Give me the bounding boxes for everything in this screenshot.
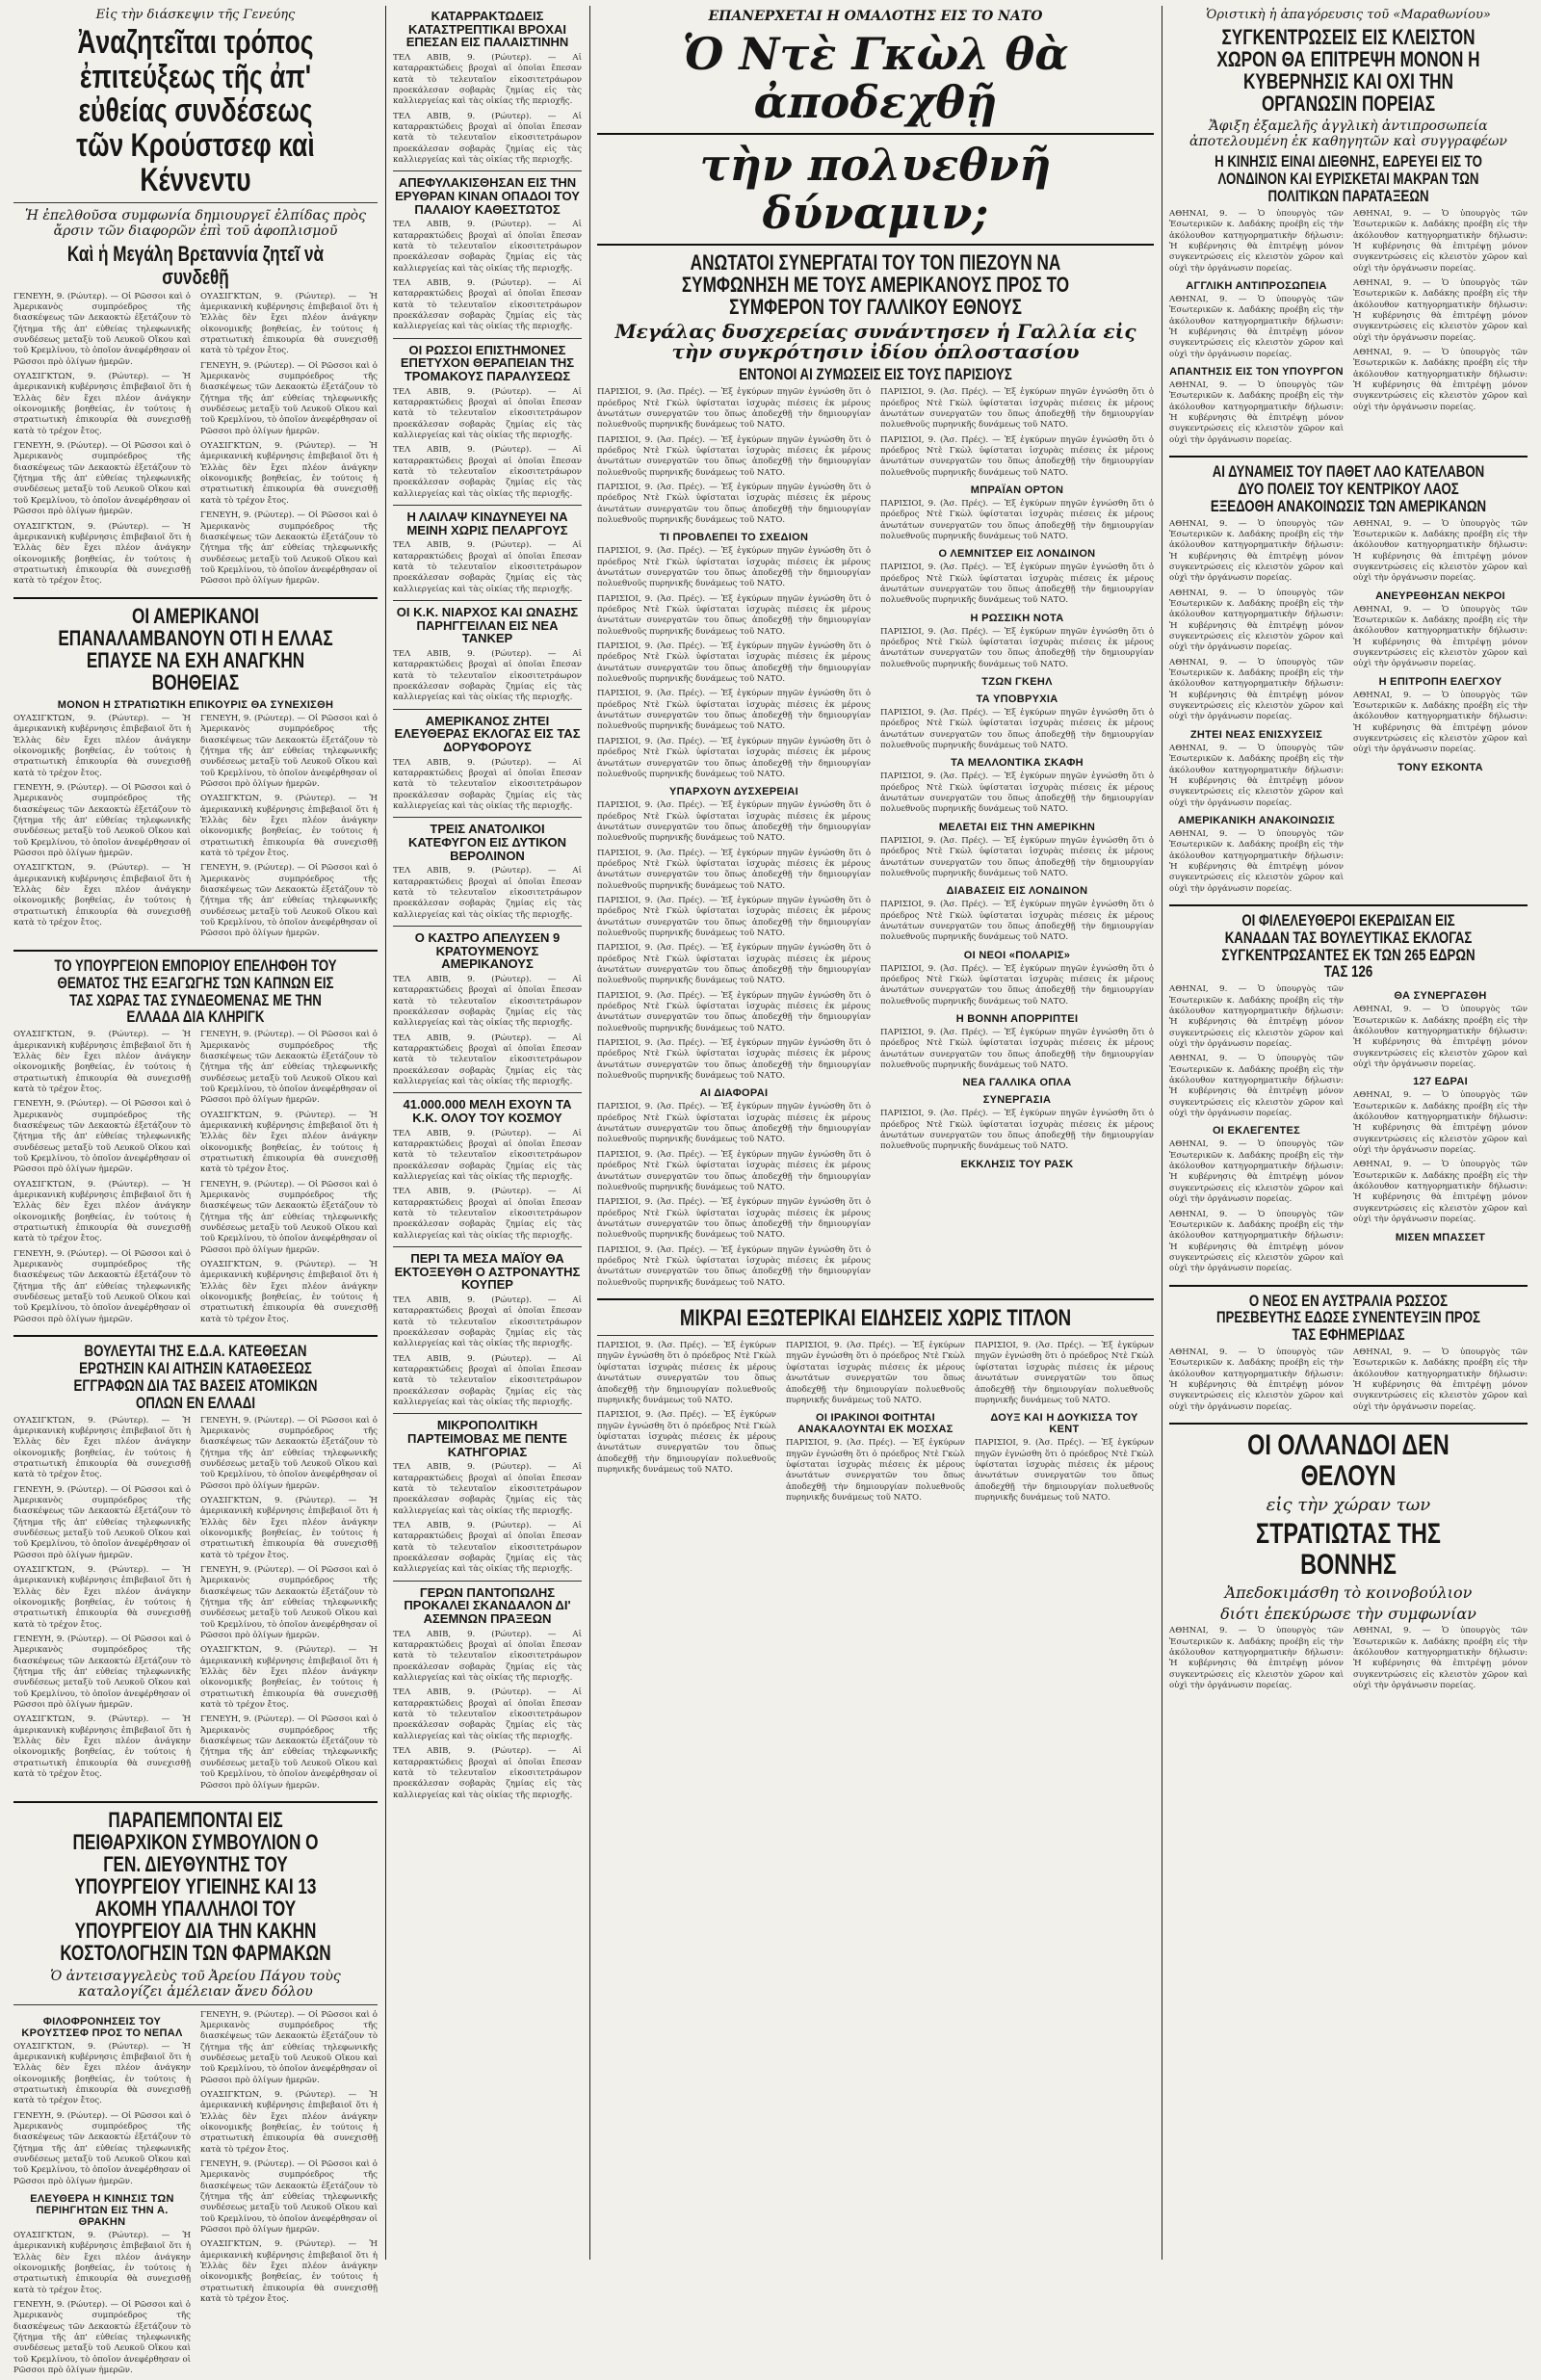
article-text: ΟΥΑΣΙΓΚΤΩΝ, 9. (Ρώυτερ). — Ἡ ἀμερικανικὴ κυβέρνησις ἐπιβεβαιοῖ ὅτι ἡ Ἑλλὰς δὲν ἔχει πλέον ἀνάγκην οἰκονομικῆς βοηθείας, ἐν τούτοις ἡ στρατιωτικὴ ἐπικουρία θὰ συνεχισθῇ κατὰ τὸ τρέχον ἔτος. [13,2230,191,2295]
article-text: ΑΘΗΝΑΙ, 9. — Ὁ ὑπουργὸς τῶν Ἐσωτερικῶν κ. Δαδάκης προέβη εἰς τὴν ἀκόλουθον κατηγορηματικὴν δήλωσιν: Ἡ κυβέρνησις θὰ ἐπιτρέψῃ μόνον συγκεντρώσεις εἰς κλειστὸν χῶρον καὶ οὐχὶ τὴν ὀργάνωσιν πορείας. [1169,657,1344,722]
article-text: ΤΕΛ ΑΒΙΒ, 9. (Ρώυτερ). — Αἱ καταρρακτώδεις βροχαὶ αἱ ὁποῖαι ἔπεσαν κατὰ τὸ τελευταῖον εἰκοσιτετράωρον προεκάλεσαν σοβαρὰς ζημίας εἰς τὰς καλλιεργείας καὶ τὰς οἰκίας τῆς περιοχῆς. [393,1033,582,1087]
section-heading: 127 ΕΔΡΑΙ [1413,1076,1468,1088]
article-text: ΠΑΡΙΣΙΟΙ, 9. (Ἀσ. Πρές). — Ἐξ ἐγκύρων πηγῶν ἐγνώσθη ὅτι ὁ πρόεδρος Ντὲ Γκὼλ ὑφίσταται ἰσχυρὰς πιέσεις ἐκ μέρους ἀνωτάτων συνεργατῶν του ὅπως ἀποδεχθῇ τὴν δημιουργίαν πολυεθνοῦς πυρηνικῆς δυνάμεως τοῦ ΝΑΤΟ. [597,800,871,844]
headline: ΓΕΡΩΝ ΠΑΝΤΟΠΩΛΗΣ ΠΡΟΚΑΛΕΙ ΣΚΑΝΔΑΛΟΝ ΔΙ' ΑΣΕΜΝΩΝ ΠΡΑΞΕΩΝ [404,1584,571,1627]
article-text: ΟΥΑΣΙΓΚΤΩΝ, 9. (Ρώυτερ). — Ἡ ἀμερικανικὴ κυβέρνησις ἐπιβεβαιοῖ ὅτι ἡ Ἑλλὰς δὲν ἔχει πλέον ἀνάγκην οἰκονομικῆς βοηθείας, ἐν τούτοις ἡ στρατιωτικὴ ἐπικουρία θὰ συνεχισθῇ κατὰ τὸ τρέχον ἔτος. [200,291,378,356]
headline: ΦΙΛΟΦΡΟΝΗΣΕΙΣ ΤΟΥ ΚΡΟΥΣΤΣΕΦ ΠΡΟΣ ΤΟ ΝΕΠΑΛ [21,2015,183,2039]
article-text: ΠΑΡΙΣΙΟΙ, 9. (Ἀσ. Πρές). — Ἐξ ἐγκύρων πηγῶν ἐγνώσθη ὅτι ὁ πρόεδρος Ντὲ Γκὼλ ὑφίσταται ἰσχυρὰς πιέσεις ἐκ μέρους ἀνωτάτων συνεργατῶν του ὅπως ἀποδεχθῇ τὴν δημιουργίαν πολυεθνοῦς πυρηνικῆς δυνάμεως τοῦ ΝΑΤΟ. [880,562,1154,606]
article-text: ΤΕΛ ΑΒΙΒ, 9. (Ρώυτερ). — Αἱ καταρρακτώδεις βροχαὶ αἱ ὁποῖαι ἔπεσαν κατὰ τὸ τελευταῖον εἰκοσιτετράωρον προεκάλεσαν σοβαρὰς ζημίας εἰς τὰς καλλιεργείας καὶ τὰς οἰκίας τῆς περιοχῆς. [393,278,582,332]
article-text: ΤΕΛ ΑΒΙΒ, 9. (Ρώυτερ). — Αἱ καταρρακτώδεις βροχαὶ αἱ ὁποῖαι ἔπεσαν κατὰ τὸ τελευταῖον εἰκοσιτετράωρον προεκάλεσαν σοβαρὰς ζημίας εἰς τὰς καλλιεργείας καὶ τὰς οἰκίας τῆς περιοχῆς. [393,445,582,499]
article-text: ΤΕΛ ΑΒΙΒ, 9. (Ρώυτερ). — Αἱ καταρρακτώδεις βροχαὶ αἱ ὁποῖαι ἔπεσαν κατὰ τὸ τελευταῖον εἰκοσιτετράωρον προεκάλεσαν σοβαρὰς ζημίας εἰς τὰς καλλιεργείας καὶ τὰς οἰκίας τῆς περιοχῆς. [393,540,582,594]
headline: ΑΜΕΡΙΚΑΝΟΣ ΖΗΤΕΙ ΕΛΕΥΘΕΡΑΣ ΕΚΛΟΓΑΣ ΕΙΣ ΤΑΣ ΔΟΡΥΦΟΡΟΥΣ [394,713,581,754]
article-text: ΑΘΗΝΑΙ, 9. — Ὁ ὑπουργὸς τῶν Ἐσωτερικῶν κ. Δαδάκης προέβη εἰς τὴν ἀκόλουθον κατηγορηματικὴν δήλωσιν: Ἡ κυβέρνησις θὰ ἐπιτρέψῃ μόνον συγκεντρώσεις εἰς κλειστὸν χῶρον καὶ οὐχὶ τὴν ὀργάνωσιν πορείας. [1169,588,1344,653]
headline: ΟΙ ΦΙΛΕΛΕΥΘΕΡΟΙ ΕΚΕΡΔΙΣΑΝ ΕΙΣ ΚΑΝΑΔΑΝ ΤΑΣ ΒΟΥΛΕΥΤΙΚΑΣ ΕΚΛΟΓΑΣ ΣΥΓΚΕΝΤΡΩΣΑΝΤΕΣ ΕΚ ΤΩΝ 265 ΕΔΡΩΝ ΤΑΣ 126 [1221,910,1476,981]
article-text: ΟΥΑΣΙΓΚΤΩΝ, 9. (Ρώυτερ). — Ἡ ἀμερικανικὴ κυβέρνησις ἐπιβεβαιοῖ ὅτι ἡ Ἑλλὰς δὲν ἔχει πλέον ἀνάγκην οἰκονομικῆς βοηθείας, ἐν τούτοις ἡ στρατιωτικὴ ἐπικουρία θὰ συνεχισθῇ κατὰ τὸ τρέχον ἔτος. [200,2089,378,2155]
article-text: ΤΕΛ ΑΒΙΒ, 9. (Ρώυτερ). — Αἱ καταρρακτώδεις βροχαὶ αἱ ὁποῖαι ἔπεσαν κατὰ τὸ τελευταῖον εἰκοσιτετράωρον προεκάλεσαν σοβαρὰς ζημίας εἰς τὰς καλλιεργείας καὶ τὰς οἰκίας τῆς περιοχῆς. [393,386,582,441]
article-text: ΑΘΗΝΑΙ, 9. — Ὁ ὑπουργὸς τῶν Ἐσωτερικῶν κ. Δαδάκης προέβη εἰς τὴν ἀκόλουθον κατηγορηματικὴν δήλωσιν: Ἡ κυβέρνησις θὰ ἐπιτρέψῃ μόνον συγκεντρώσεις εἰς κλειστὸν χῶρον καὶ οὐχὶ τὴν ὀργάνωσιν πορείας. [1169,828,1344,894]
article-text: ΓΕΝΕΥΗ, 9. (Ρώυτερ). — Οἱ Ρῶσσοι καὶ ὁ Ἀμερικανὸς συμπρόεδρος τῆς διασκέψεως τῶν Δεκαοκτὼ ἐξετάζουν τὸ ζήτημα τῆς ἀπ' εὐθείας τηλεφωνικῆς συνδέσεως μεταξὺ τοῦ Λευκοῦ Οἴκου καὶ τοῦ Κρεμλίνου, τὸ ὁποῖον ἀνεφέρθησαν οἱ Ρῶσσοι πρὸ ὀλίγων ἡμερῶν. [200,1179,378,1255]
article-text: ΠΑΡΙΣΙΟΙ, 9. (Ἀσ. Πρές). — Ἐξ ἐγκύρων πηγῶν ἐγνώσθη ὅτι ὁ πρόεδρος Ντὲ Γκὼλ ὑφίσταται ἰσχυρὰς πιέσεις ἐκ μέρους ἀνωτάτων συνεργατῶν του ὅπως ἀποδεχθῇ τὴν δημιουργίαν πολυεθνοῦς πυρηνικῆς δυνάμεως τοῦ ΝΑΤΟ. [597,1197,871,1241]
article-text: ΠΑΡΙΣΙΟΙ, 9. (Ἀσ. Πρές). — Ἐξ ἐγκύρων πηγῶν ἐγνώσθη ὅτι ὁ πρόεδρος Ντὲ Γκὼλ ὑφίσταται ἰσχυρὰς πιέσεις ἐκ μέρους ἀνωτάτων συνεργατῶν του ὅπως ἀποδεχθῇ τὴν δημιουργίαν πολυεθνοῦς πυρηνικῆς δυνάμεως τοῦ ΝΑΤΟ. [597,1149,871,1192]
article-text: ΤΕΛ ΑΒΙΒ, 9. (Ρώυτερ). — Αἱ καταρρακτώδεις βροχαὶ αἱ ὁποῖαι ἔπεσαν κατὰ τὸ τελευταῖον εἰκοσιτετράωρον προεκάλεσαν σοβαρὰς ζημίας εἰς τὰς καλλιεργείας καὶ τὰς οἰκίας τῆς περιοχῆς. [393,1462,582,1516]
article-text: ΠΑΡΙΣΙΟΙ, 9. (Ἀσ. Πρές). — Ἐξ ἐγκύρων πηγῶν ἐγνώσθη ὅτι ὁ πρόεδρος Ντὲ Γκὼλ ὑφίσταται ἰσχυρὰς πιέσεις ἐκ μέρους ἀνωτάτων συνεργατῶν του ὅπως ἀποδεχθῇ τὴν δημιουργίαν πολυεθνοῦς πυρηνικῆς δυνάμεως τοῦ ΝΑΤΟ. [975,1438,1154,1503]
headline: ΑΙ ΔΥΝΑΜΕΙΣ ΤΟΥ ΠΑΘΕΤ ΛΑΟ ΚΑΤΕΛΑΒΟΝ ΔΥΟ ΠΟΛΕΙΣ ΤΟΥ ΚΕΝΤΡΙΚΟΥ ΛΑΟΣ ΕΞΕΔΟΘΗ ΑΝΑΚΟΙΝΩΣΙΣ ΤΩΝ ΑΜΕΡΙΚΑΝΩΝ [1210,462,1487,515]
article-text: ΠΑΡΙΣΙΟΙ, 9. (Ἀσ. Πρές). — Ἐξ ἐγκύρων πηγῶν ἐγνώσθη ὅτι ὁ πρόεδρος Ντὲ Γκὼλ ὑφίσταται ἰσχυρὰς πιέσεις ἐκ μέρους ἀνωτάτων συνεργατῶν του ὅπως ἀποδεχθῇ τὴν δημιουργίαν πολυεθνοῦς πυρηνικῆς δυνάμεως τοῦ ΝΑΤΟ. [597,1244,871,1288]
section-heading: ΤΖΩΝ ΓΚΕΗΛ [981,676,1053,689]
article-text: ΑΘΗΝΑΙ, 9. — Ὁ ὑπουργὸς τῶν Ἐσωτερικῶν κ. Δαδάκης προέβη εἰς τὴν ἀκόλουθον κατηγορηματικὴν δήλωσιν: Ἡ κυβέρνησις θὰ ἐπιτρέψῃ μόνον συγκεντρώσεις εἰς κλειστὸν χῶρον καὶ οὐχὶ τὴν ὀργάνωσιν πορείας. [1169,294,1344,359]
article-text: ΑΘΗΝΑΙ, 9. — Ὁ ὑπουργὸς τῶν Ἐσωτερικῶν κ. Δαδάκης προέβη εἰς τὴν ἀκόλουθον κατηγορηματικὴν δήλωσιν: Ἡ κυβέρνησις θὰ ἐπιτρέψῃ μόνον συγκεντρώσεις εἰς κλειστὸν χῶρον καὶ οὐχὶ τὴν ὀργάνωσιν πορείας. [1169,1054,1344,1119]
section-heading: ΤΟΝΥ ΕΣΚΟΝΤΑ [1397,761,1483,773]
article-text: ΤΕΛ ΑΒΙΒ, 9. (Ρώυτερ). — Αἱ καταρρακτώδεις βροχαὶ αἱ ὁποῖαι ἔπεσαν κατὰ τὸ τελευταῖον εἰκοσιτετράωρον προεκάλεσαν σοβαρὰς ζημίας εἰς τὰς καλλιεργείας καὶ τὰς οἰκίας τῆς περιοχῆς. [393,757,582,812]
subheadline: ΜΟΝΟΝ Η ΣΤΡΑΤΙΩΤΙΚΗ ΕΠΙΚΟΥΡΙΣ ΘΑ ΣΥΝΕΧΙΣΘΗ [57,698,334,711]
section-heading: ΣΥΝΕΡΓΑΣΙΑ [982,1094,1052,1107]
article-text: ΓΕΝΕΥΗ, 9. (Ρώυτερ). — Οἱ Ρῶσσοι καὶ ὁ Ἀμερικανὸς συμπρόεδρος τῆς διασκέψεως τῶν Δεκαοκτὼ ἐξετάζουν τὸ ζήτημα τῆς ἀπ' εὐθείας τηλεφωνικῆς συνδέσεως μεταξὺ τοῦ Λευκοῦ Οἴκου καὶ τοῦ Κρεμλίνου, τὸ ὁποῖον ἀνεφέρθησαν οἱ Ρῶσσοι πρὸ ὀλίγων ἡμερῶν. [13,2300,191,2376]
article-text: ΟΥΑΣΙΓΚΤΩΝ, 9. (Ρώυτερ). — Ἡ ἀμερικανικὴ κυβέρνησις ἐπιβεβαιοῖ ὅτι ἡ Ἑλλὰς δὲν ἔχει πλέον ἀνάγκην οἰκονομικῆς βοηθείας, ἐν τούτοις ἡ στρατιωτικὴ ἐπικουρία θὰ συνεχισθῇ κατὰ τὸ τρέχον ἔτος. [200,1110,378,1175]
article-text: ΓΕΝΕΥΗ, 9. (Ρώυτερ). — Οἱ Ρῶσσοι καὶ ὁ Ἀμερικανὸς συμπρόεδρος τῆς διασκέψεως τῶν Δεκαοκτὼ ἐξετάζουν τὸ ζήτημα τῆς ἀπ' εὐθείας τηλεφωνικῆς συνδέσεως μεταξὺ τοῦ Λευκοῦ Οἴκου καὶ τοῦ Κρεμλίνου, τὸ ὁποῖον ἀνεφέρθησαν οἱ Ρῶσσοι πρὸ ὀλίγων ἡμερῶν. [13,783,191,859]
article-text: ΑΘΗΝΑΙ, 9. — Ὁ ὑπουργὸς τῶν Ἐσωτερικῶν κ. Δαδάκης προέβη εἰς τὴν ἀκόλουθον κατηγορηματικὴν δήλωσιν: Ἡ κυβέρνησις θὰ ἐπιτρέψῃ μόνον συγκεντρώσεις εἰς κλειστὸν χῶρον καὶ οὐχὶ τὴν ὀργάνωσιν πορείας. [1169,1626,1344,1690]
article-text: ΤΕΛ ΑΒΙΒ, 9. (Ρώυτερ). — Αἱ καταρρακτώδεις βροχαὶ αἱ ὁποῖαι ἔπεσαν κατὰ τὸ τελευταῖον εἰκοσιτετράωρον προεκάλεσαν σοβαρὰς ζημίας εἰς τὰς καλλιεργείας καὶ τὰς οἰκίας τῆς περιοχῆς. [393,1128,582,1183]
article-text: ΑΘΗΝΑΙ, 9. — Ὁ ὑπουργὸς τῶν Ἐσωτερικῶν κ. Δαδάκης προέβη εἰς τὴν ἀκόλουθον κατηγορηματικὴν δήλωσιν: Ἡ κυβέρνησις θὰ ἐπιτρέψῃ μόνον συγκεντρώσεις εἰς κλειστὸν χῶρον καὶ οὐχὶ τὴν ὀργάνωσιν πορείας. [1169,208,1344,274]
column-2 [393,6,582,2260]
article-text: ΠΑΡΙΣΙΟΙ, 9. (Ἀσ. Πρές). — Ἐξ ἐγκύρων πηγῶν ἐγνώσθη ὅτι ὁ πρόεδρος Ντὲ Γκὼλ ὑφίσταται ἰσχυρὰς πιέσεις ἐκ μέρους ἀνωτάτων συνεργατῶν του ὅπως ἀποδεχθῇ τὴν δημιουργίαν πολυεθνοῦς πυρηνικῆς δυνάμεως τοῦ ΝΑΤΟ. [880,1109,1154,1152]
column-1 [13,6,378,2376]
section-heading: ΜΙΣΕΝ ΜΠΑΣΣΕΤ [1395,1231,1486,1243]
article-text: ΓΕΝΕΥΗ, 9. (Ρώυτερ). — Οἱ Ρῶσσοι καὶ ὁ Ἀμερικανὸς συμπρόεδρος τῆς διασκέψεως τῶν Δεκαοκτὼ ἐξετάζουν τὸ ζήτημα τῆς ἀπ' εὐθείας τηλεφωνικῆς συνδέσεως μεταξὺ τοῦ Λευκοῦ Οἴκου καὶ τοῦ Κρεμλίνου, τὸ ὁποῖον ἀνεφέρθησαν οἱ Ρῶσσοι πρὸ ὀλίγων ἡμερῶν. [13,1484,191,1560]
article-text: ΓΕΝΕΥΗ, 9. (Ρώυτερ). — Οἱ Ρῶσσοι καὶ ὁ Ἀμερικανὸς συμπρόεδρος τῆς διασκέψεως τῶν Δεκαοκτὼ ἐξετάζουν τὸ ζήτημα τῆς ἀπ' εὐθείας τηλεφωνικῆς συνδέσεως μεταξὺ τοῦ Λευκοῦ Οἴκου καὶ τοῦ Κρεμλίνου, τὸ ὁποῖον ἀνεφέρθησαν οἱ Ρῶσσοι πρὸ ὀλίγων ἡμερῶν. [200,863,378,939]
article-text: ΑΘΗΝΑΙ, 9. — Ὁ ὑπουργὸς τῶν Ἐσωτερικῶν κ. Δαδάκης προέβη εἰς τὴν ἀκόλουθον κατηγορηματικὴν δήλωσιν: Ἡ κυβέρνησις θὰ ἐπιτρέψῃ μόνον συγκεντρώσεις εἰς κλειστὸν χῶρον καὶ οὐχὶ τὴν ὀργάνωσιν πορείας. [1353,1626,1528,1690]
section-heading: ΘΑ ΣΥΝΕΡΓΑΣΘΗ [1394,990,1487,1003]
headline: ΒΟΥΛΕΥΤΑΙ ΤΗΣ Ε.Δ.Α. ΚΑΤΕΘΕΣΑΝ ΕΡΩΤΗΣΙΝ ΚΑΙ ΑΙΤΗΣΙΝ ΚΑΤΑΘΕΣΕΩΣ ΕΓΓΡΑΦΩΝ ΔΙΑ ΤΑΣ ΒΑΣΕΙΣ ΑΤΟΜΙΚΩΝ ΟΠΛΩΝ ΕΝ ΕΛΛΑΔΙ [73,1342,318,1412]
headline: ΕΝΤΟΝΟΙ ΑΙ ΖΥΜΩΣΕΙΣ ΕΙΣ ΤΟΥΣ ΠΑΡΙΣΙΟΥΣ [739,365,1012,384]
article-text: ΓΕΝΕΥΗ, 9. (Ρώυτερ). — Οἱ Ρῶσσοι καὶ ὁ Ἀμερικανὸς συμπρόεδρος τῆς διασκέψεως τῶν Δεκαοκτὼ ἐξετάζουν τὸ ζήτημα τῆς ἀπ' εὐθείας τηλεφωνικῆς συνδέσεως μεταξὺ τοῦ Λευκοῦ Οἴκου καὶ τοῦ Κρεμλίνου, τὸ ὁποῖον ἀνεφέρθησαν οἱ Ρῶσσοι πρὸ ὀλίγων ἡμερῶν. [200,510,378,587]
section-heading: ΜΕΛΕΤΑΙ ΕΙΣ ΤΗΝ ΑΜΕΡΙΚΗΝ [938,821,1096,833]
article-text: ΓΕΝΕΥΗ, 9. (Ρώυτερ). — Οἱ Ρῶσσοι καὶ ὁ Ἀμερικανὸς συμπρόεδρος τῆς διασκέψεως τῶν Δεκαοκτὼ ἐξετάζουν τὸ ζήτημα τῆς ἀπ' εὐθείας τηλεφωνικῆς συνδέσεως μεταξὺ τοῦ Λευκοῦ Οἴκου καὶ τοῦ Κρεμλίνου, τὸ ὁποῖον ἀνεφέρθησαν οἱ Ρῶσσοι πρὸ ὀλίγων ἡμερῶν. [13,1099,191,1175]
article-text: ΑΘΗΝΑΙ, 9. — Ὁ ὑπουργὸς τῶν Ἐσωτερικῶν κ. Δαδάκης προέβη εἰς τὴν ἀκόλουθον κατηγορηματικὴν δήλωσιν: Ἡ κυβέρνησις θὰ ἐπιτρέψῃ μόνον συγκεντρώσεις εἰς κλειστὸν χῶρον καὶ οὐχὶ τὴν ὀργάνωσιν πορείας. [1353,1160,1528,1225]
subheadline: διότι ἐπεκύρωσε τὴν συμφωνίαν [1220,1605,1476,1624]
headline: ΠΕΡΙ ΤΑ ΜΕΣΑ ΜΑΪΟΥ ΘΑ ΕΚΤΟΞΕΥΘΗ Ο ΑΣΤΡΟΝΑΥΤΗΣ ΚΟΥΠΕΡ [394,1251,581,1293]
article-text: ΠΑΡΙΣΙΟΙ, 9. (Ἀσ. Πρές). — Ἐξ ἐγκύρων πηγῶν ἐγνώσθη ὅτι ὁ πρόεδρος Ντὲ Γκὼλ ὑφίσταται ἰσχυρὰς πιέσεις ἐκ μέρους ἀνωτάτων συνεργατῶν του ὅπως ἀποδεχθῇ τὴν δημιουργίαν πολυεθνοῦς πυρηνικῆς δυνάμεως τοῦ ΝΑΤΟ. [880,387,1154,431]
headline: ΜΙΚΡΑΙ ΕΞΩΤΕΡΙΚΑΙ ΕΙΔΗΣΕΙΣ ΧΩΡΙΣ ΤΙΤΛΟΝ [679,1304,1072,1331]
section-heading: ΤΑ ΥΠΟΒΡΥΧΙΑ [976,693,1058,706]
headline: Ο ΝΕΟΣ ΕΝ ΑΥΣΤΡΑΛΙΑ ΡΩΣΣΟΣ ΠΡΕΣΒΕΥΤΗΣ ΕΔΩΣΕ ΣΥΝΕΝΤΕΥΞΙΝ ΠΡΟΣ ΤΑΣ ΕΦΗΜΕΡΙΔΑΣ [1215,1291,1481,1345]
article-text: ΠΑΡΙΣΙΟΙ, 9. (Ἀσ. Πρές). — Ἐξ ἐγκύρων πηγῶν ἐγνώσθη ὅτι ὁ πρόεδρος Ντὲ Γκὼλ ὑφίσταται ἰσχυρὰς πιέσεις ἐκ μέρους ἀνωτάτων συνεργατῶν του ὅπως ἀποδεχθῇ τὴν δημιουργίαν πολυεθνοῦς πυρηνικῆς δυνάμεως τοῦ ΝΑΤΟ. [597,387,871,431]
newspaper-page [13,6,1528,2376]
article-text: ΓΕΝΕΥΗ, 9. (Ρώυτερ). — Οἱ Ρῶσσοι καὶ ὁ Ἀμερικανὸς συμπρόεδρος τῆς διασκέψεως τῶν Δεκαοκτὼ ἐξετάζουν τὸ ζήτημα τῆς ἀπ' εὐθείας τηλεφωνικῆς συνδέσεως μεταξὺ τοῦ Λευκοῦ Οἴκου καὶ τοῦ Κρεμλίνου, τὸ ὁποῖον ἀνεφέρθησαν οἱ Ρῶσσοι πρὸ ὀλίγων ἡμερῶν. [200,1564,378,1641]
headline: ΜΙΚΡΟΠΟΛΙΤΙΚΗ ΠΑΡΤΕΙΜΟΒΑΣ ΜΕ ΠΕΝΤΕ ΚΑΤΗΓΟΡΙΑΣ [407,1418,567,1459]
article-text: ΟΥΑΣΙΓΚΤΩΝ, 9. (Ρώυτερ). — Ἡ ἀμερικανικὴ κυβέρνησις ἐπιβεβαιοῖ ὅτι ἡ Ἑλλὰς δὲν ἔχει πλέον ἀνάγκην οἰκονομικῆς βοηθείας, ἐν τούτοις ἡ στρατιωτικὴ ἐπικουρία θὰ συνεχισθῇ κατὰ τὸ τρέχον ἔτος. [200,2239,378,2305]
section-heading: Η ΡΩΣΣΙΚΗ ΝΟΤΑ [970,612,1064,624]
article-text: ΓΕΝΕΥΗ, 9. (Ρώυτερ). — Οἱ Ρῶσσοι καὶ ὁ Ἀμερικανὸς συμπρόεδρος τῆς διασκέψεως τῶν Δεκαοκτὼ ἐξετάζουν τὸ ζήτημα τῆς ἀπ' εὐθείας τηλεφωνικῆς συνδέσεως μεταξὺ τοῦ Λευκοῦ Οἴκου καὶ τοῦ Κρεμλίνου, τὸ ὁποῖον ἀνεφέρθησαν οἱ Ρῶσσοι πρὸ ὀλίγων ἡμερῶν. [13,291,191,367]
article-text: ΠΑΡΙΣΙΟΙ, 9. (Ἀσ. Πρές). — Ἐξ ἐγκύρων πηγῶν ἐγνώσθη ὅτι ὁ πρόεδρος Ντὲ Γκὼλ ὑφίσταται ἰσχυρὰς πιέσεις ἐκ μέρους ἀνωτάτων συνεργατῶν του ὅπως ἀποδεχθῇ τὴν δημιουργίαν πολυεθνοῦς πυρηνικῆς δυνάμεως τοῦ ΝΑΤΟ. [880,1027,1154,1070]
article-text: ΤΕΛ ΑΒΙΒ, 9. (Ρώυτερ). — Αἱ καταρρακτώδεις βροχαὶ αἱ ὁποῖαι ἔπεσαν κατὰ τὸ τελευταῖον εἰκοσιτετράωρον προεκάλεσαν σοβαρὰς ζημίας εἰς τὰς καλλιεργείας καὶ τὰς οἰκίας τῆς περιοχῆς. [393,1521,582,1575]
article-text: ΟΥΑΣΙΓΚΤΩΝ, 9. (Ρώυτερ). — Ἡ ἀμερικανικὴ κυβέρνησις ἐπιβεβαιοῖ ὅτι ἡ Ἑλλὰς δὲν ἔχει πλέον ἀνάγκην οἰκονομικῆς βοηθείας, ἐν τούτοις ἡ στρατιωτικὴ ἐπικουρία θὰ συνεχισθῇ κατὰ τὸ τρέχον ἔτος. [200,1495,378,1560]
article-text: ΟΥΑΣΙΓΚΤΩΝ, 9. (Ρώυτερ). — Ἡ ἀμερικανικὴ κυβέρνησις ἐπιβεβαιοῖ ὅτι ἡ Ἑλλὰς δὲν ἔχει πλέον ἀνάγκην οἰκονομικῆς βοηθείας, ἐν τούτοις ἡ στρατιωτικὴ ἐπικουρία θὰ συνεχισθῇ κατὰ τὸ τρέχον ἔτος. [200,1260,378,1324]
section-heading: ΕΚΚΛΗΣΙΣ ΤΟΥ ΡΑΣΚ [960,1158,1074,1170]
headline: Ο ΚΑΣΤΡΟ ΑΠΕΛΥΣΕΝ 9 ΚΡΑΤΟΥΜΕΝΟΥΣ ΑΜΕΡΙΚΑΝΟΥΣ [414,930,561,972]
article-text: ΑΘΗΝΑΙ, 9. — Ὁ ὑπουργὸς τῶν Ἐσωτερικῶν κ. Δαδάκης προέβη εἰς τὴν ἀκόλουθον κατηγορηματικὴν δήλωσιν: Ἡ κυβέρνησις θὰ ἐπιτρέψῃ μόνον συγκεντρώσεις εἰς κλειστὸν χῶρον καὶ οὐχὶ τὴν ὀργάνωσιν πορείας. [1169,1139,1344,1205]
headline: ΟΙ ΟΛΛΑΝΔΟΙ ΔΕΝ ΘΕΛΟΥΝ [1247,1429,1450,1492]
article-text: ΑΘΗΝΑΙ, 9. — Ὁ ὑπουργὸς τῶν Ἐσωτερικῶν κ. Δαδάκης προέβη εἰς τὴν ἀκόλουθον κατηγορηματικὴν δήλωσιν: Ἡ κυβέρνησις θὰ ἐπιτρέψῃ μόνον συγκεντρώσεις εἰς κλειστὸν χῶρον καὶ οὐχὶ τὴν ὀργάνωσιν πορείας. [1353,1347,1528,1412]
section-heading: ΑΙ ΔΙΑΦΟΡΑΙ [699,1087,769,1100]
article-text: ΤΕΛ ΑΒΙΒ, 9. (Ρώυτερ). — Αἱ καταρρακτώδεις βροχαὶ αἱ ὁποῖαι ἔπεσαν κατὰ τὸ τελευταῖον εἰκοσιτετράωρον προεκάλεσαν σοβαρὰς ζημίας εἰς τὰς καλλιεργείας καὶ τὰς οἰκίας τῆς περιοχῆς. [393,1295,582,1349]
article-text: ΑΘΗΝΑΙ, 9. — Ὁ ὑπουργὸς τῶν Ἐσωτερικῶν κ. Δαδάκης προέβη εἰς τὴν ἀκόλουθον κατηγορηματικὴν δήλωσιν: Ἡ κυβέρνησις θὰ ἐπιτρέψῃ μόνον συγκεντρώσεις εἰς κλειστὸν χῶρον καὶ οὐχὶ τὴν ὀργάνωσιν πορείας. [1353,277,1528,343]
article-text: ΠΑΡΙΣΙΟΙ, 9. (Ἀσ. Πρές). — Ἐξ ἐγκύρων πηγῶν ἐγνώσθη ὅτι ὁ πρόεδρος Ντὲ Γκὼλ ὑφίσταται ἰσχυρὰς πιέσεις ἐκ μέρους ἀνωτάτων συνεργατῶν του ὅπως ἀποδεχθῇ τὴν δημιουργίαν πολυεθνοῦς πυρηνικῆς δυνάμεως τοῦ ΝΑΤΟ. [597,1410,776,1475]
article-text: ΤΕΛ ΑΒΙΒ, 9. (Ρώυτερ). — Αἱ καταρρακτώδεις βροχαὶ αἱ ὁποῖαι ἔπεσαν κατὰ τὸ τελευταῖον εἰκοσιτετράωρον προεκάλεσαν σοβαρὰς ζημίας εἰς τὰς καλλιεργείας καὶ τὰς οἰκίας τῆς περιοχῆς. [393,1187,582,1241]
article-text: ΑΘΗΝΑΙ, 9. — Ὁ ὑπουργὸς τῶν Ἐσωτερικῶν κ. Δαδάκης προέβη εἰς τὴν ἀκόλουθον κατηγορηματικὴν δήλωσιν: Ἡ κυβέρνησις θὰ ἐπιτρέψῃ μόνον συγκεντρώσεις εἰς κλειστὸν χῶρον καὶ οὐχὶ τὴν ὀργάνωσιν πορείας. [1169,518,1344,584]
article-text: ΠΑΡΙΣΙΟΙ, 9. (Ἀσ. Πρές). — Ἐξ ἐγκύρων πηγῶν ἐγνώσθη ὅτι ὁ πρόεδρος Ντὲ Γκὼλ ὑφίσταται ἰσχυρὰς πιέσεις ἐκ μέρους ἀνωτάτων συνεργατῶν του ὅπως ἀποδεχθῇ τὴν δημιουργίαν πολυεθνοῦς πυρηνικῆς δυνάμεως τοῦ ΝΑΤΟ. [880,835,1154,878]
headline: Η ΚΙΝΗΣΙΣ ΕΙΝΑΙ ΔΙΕΘΝΗΣ, ΕΔΡΕΥΕΙ ΕΙΣ ΤΟ ΛΟΝΔΙΝΟΝ ΚΑΙ ΕΥΡΙΣΚΕΤΑΙ ΜΑΚΡΑΝ ΤΩΝ ΠΟΛΙΤΙΚΩΝ ΠΑΡΑΤΑΞΕΩΝ [1215,152,1482,206]
article-text: ΑΘΗΝΑΙ, 9. — Ὁ ὑπουργὸς τῶν Ἐσωτερικῶν κ. Δαδάκης προέβη εἰς τὴν ἀκόλουθον κατηγορηματικὴν δήλωσιν: Ἡ κυβέρνησις θὰ ἐπιτρέψῃ μόνον συγκεντρώσεις εἰς κλειστὸν χῶρον καὶ οὐχὶ τὴν ὀργάνωσιν πορείας. [1353,208,1528,274]
headline: ΟΙ Κ.Κ. ΝΙΑΡΧΟΣ ΚΑΙ ΩΝΑΣΗΣ ΠΑΡΗΓΓΕΙΛΑΝ ΕΙΣ ΝΕΑ ΤΑΝΚΕΡ [396,605,579,646]
article-text: ΟΥΑΣΙΓΚΤΩΝ, 9. (Ρώυτερ). — Ἡ ἀμερικανικὴ κυβέρνησις ἐπιβεβαιοῖ ὅτι ἡ Ἑλλὰς δὲν ἔχει πλέον ἀνάγκην οἰκονομικῆς βοηθείας, ἐν τούτοις ἡ στρατιωτικὴ ἐπικουρία θὰ συνεχισθῇ κατὰ τὸ τρέχον ἔτος. [13,521,191,587]
article-text: ΠΑΡΙΣΙΟΙ, 9. (Ἀσ. Πρές). — Ἐξ ἐγκύρων πηγῶν ἐγνώσθη ὅτι ὁ πρόεδρος Ντὲ Γκὼλ ὑφίσταται ἰσχυρὰς πιέσεις ἐκ μέρους ἀνωτάτων συνεργατῶν του ὅπως ἀποδεχθῇ τὴν δημιουργίαν πολυεθνοῦς πυρηνικῆς δυνάμεως τοῦ ΝΑΤΟ. [880,626,1154,669]
article-text: ΟΥΑΣΙΓΚΤΩΝ, 9. (Ρώυτερ). — Ἡ ἀμερικανικὴ κυβέρνησις ἐπιβεβαιοῖ ὅτι ἡ Ἑλλὰς δὲν ἔχει πλέον ἀνάγκην οἰκονομικῆς βοηθείας, ἐν τούτοις ἡ στρατιωτικὴ ἐπικουρία θὰ συνεχισθῇ κατὰ τὸ τρέχον ἔτος. [13,1179,191,1244]
article-text: ΟΥΑΣΙΓΚΤΩΝ, 9. (Ρώυτερ). — Ἡ ἀμερικανικὴ κυβέρνησις ἐπιβεβαιοῖ ὅτι ἡ Ἑλλὰς δὲν ἔχει πλέον ἀνάγκην οἰκονομικῆς βοηθείας, ἐν τούτοις ἡ στρατιωτικὴ ἐπικουρία θὰ συνεχισθῇ κατὰ τὸ τρέχον ἔτος. [13,372,191,436]
section-heading: ΔΟΥΞ ΚΑΙ Η ΔΟΥΚΙΣΣΑ ΤΟΥ ΚΕΝΤ [990,1412,1138,1436]
section-heading: ΟΙ ΝΕΟΙ «ΠΟΛΑΡΙΣ» [963,949,1071,961]
article-text: ΤΕΛ ΑΒΙΒ, 9. (Ρώυτερ). — Αἱ καταρρακτώδεις βροχαὶ αἱ ὁποῖαι ἔπεσαν κατὰ τὸ τελευταῖον εἰκοσιτετράωρον προεκάλεσαν σοβαρὰς ζημίας εἰς τὰς καλλιεργείας καὶ τὰς οἰκίας τῆς περιοχῆς. [393,1746,582,1800]
section-heading: ΑΠΑΝΤΗΣΙΣ ΕΙΣ ΤΟΝ ΥΠΟΥΡΓΟΝ [1169,366,1344,379]
article-text: ΑΘΗΝΑΙ, 9. — Ὁ ὑπουργὸς τῶν Ἐσωτερικῶν κ. Δαδάκης προέβη εἰς τὴν ἀκόλουθον κατηγορηματικὴν δήλωσιν: Ἡ κυβέρνησις θὰ ἐπιτρέψῃ μόνον συγκεντρώσεις εἰς κλειστὸν χῶρον καὶ οὐχὶ τὴν ὀργάνωσιν πορείας. [1353,1090,1528,1156]
article-text: ΓΕΝΕΥΗ, 9. (Ρώυτερ). — Οἱ Ρῶσσοι καὶ ὁ Ἀμερικανὸς συμπρόεδρος τῆς διασκέψεως τῶν Δεκαοκτὼ ἐξετάζουν τὸ ζήτημα τῆς ἀπ' εὐθείας τηλεφωνικῆς συνδέσεως μεταξὺ τοῦ Λευκοῦ Οἴκου καὶ τοῦ Κρεμλίνου, τὸ ὁποῖον ἀνεφέρθησαν οἱ Ρῶσσοι πρὸ ὀλίγων ἡμερῶν. [13,441,191,517]
article-text: ΤΕΛ ΑΒΙΒ, 9. (Ρώυτερ). — Αἱ καταρρακτώδεις βροχαὶ αἱ ὁποῖαι ἔπεσαν κατὰ τὸ τελευταῖον εἰκοσιτετράωρον προεκάλεσαν σοβαρὰς ζημίας εἰς τὰς καλλιεργείας καὶ τὰς οἰκίας τῆς περιοχῆς. [393,649,582,703]
article-text: ΤΕΛ ΑΒΙΒ, 9. (Ρώυτερ). — Αἱ καταρρακτώδεις βροχαὶ αἱ ὁποῖαι ἔπεσαν κατὰ τὸ τελευταῖον εἰκοσιτετράωρον προεκάλεσαν σοβαρὰς ζημίας εἰς τὰς καλλιεργείας καὶ τὰς οἰκίας τῆς περιοχῆς. [393,1687,582,1741]
article-text: ΟΥΑΣΙΓΚΤΩΝ, 9. (Ρώυτερ). — Ἡ ἀμερικανικὴ κυβέρνησις ἐπιβεβαιοῖ ὅτι ἡ Ἑλλὰς δὲν ἔχει πλέον ἀνάγκην οἰκονομικῆς βοηθείας, ἐν τούτοις ἡ στρατιωτικὴ ἐπικουρία θὰ συνεχισθῇ κατὰ τὸ τρέχον ἔτος. [200,441,378,506]
section-heading: ΟΙ ΙΡΑΚΙΝΟΙ ΦΟΙΤΗΤΑΙ ΑΝΑΚΑΛΟΥΝΤΑΙ ΕΚ ΜΟΣΧΑΣ [797,1412,953,1436]
main-title-2: τὴν πολυεθνῆ δύναμιν; [699,138,1052,240]
article-text: ΑΘΗΝΑΙ, 9. — Ὁ ὑπουργὸς τῶν Ἐσωτερικῶν κ. Δαδάκης προέβη εἰς τὴν ἀκόλουθον κατηγορηματικὴν δήλωσιν: Ἡ κυβέρνησις θὰ ἐπιτρέψῃ μόνον συγκεντρώσεις εἰς κλειστὸν χῶρον καὶ οὐχὶ τὴν ὀργάνωσιν πορείας. [1169,1209,1344,1274]
headline: ΑΝΩΤΑΤΟΙ ΣΥΝΕΡΓΑΤΑΙ ΤΟΥ ΤΟΝ ΠΙΕΖΟΥΝ ΝΑ ΣΥΜΦΩΝΗΣΗ ΜΕ ΤΟΥΣ ΑΜΕΡΙΚΑΝΟΥΣ ΠΡΟΣ ΤΟ ΣΥΜΦΕΡΟΝ ΤΟΥ ΓΑΛΛΙΚΟΥ ΕΘΝΟΥΣ [681,250,1070,320]
article-text: ΠΑΡΙΣΙΟΙ, 9. (Ἀσ. Πρές). — Ἐξ ἐγκύρων πηγῶν ἐγνώσθη ὅτι ὁ πρόεδρος Ντὲ Γκὼλ ὑφίσταται ἰσχυρὰς πιέσεις ἐκ μέρους ἀνωτάτων συνεργατῶν του ὅπως ἀποδεχθῇ τὴν δημιουργίαν πολυεθνοῦς πυρηνικῆς δυνάμεως τοῦ ΝΑΤΟ. [597,689,871,732]
article-text: ΟΥΑΣΙΓΚΤΩΝ, 9. (Ρώυτερ). — Ἡ ἀμερικανικὴ κυβέρνησις ἐπιβεβαιοῖ ὅτι ἡ Ἑλλὰς δὲν ἔχει πλέον ἀνάγκην οἰκονομικῆς βοηθείας, ἐν τούτοις ἡ στρατιωτικὴ ἐπικουρία θὰ συνεχισθῇ κατὰ τὸ τρέχον ἔτος. [13,2041,191,2106]
kicker: Ὁριστικὴ ἡ ἀπαγόρευσις τοῦ «Μαραθωνίου» [1206,8,1491,22]
article-text: ΠΑΡΙΣΙΟΙ, 9. (Ἀσ. Πρές). — Ἐξ ἐγκύρων πηγῶν ἐγνώσθη ὅτι ὁ πρόεδρος Ντὲ Γκὼλ ὑφίσταται ἰσχυρὰς πιέσεις ἐκ μέρους ἀνωτάτων συνεργατῶν του ὅπως ἀποδεχθῇ τὴν δημιουργίαν πολυεθνοῦς πυρηνικῆς δυνάμεως τοῦ ΝΑΤΟ. [880,900,1154,943]
article-text: ΠΑΡΙΣΙΟΙ, 9. (Ἀσ. Πρές). — Ἐξ ἐγκύρων πηγῶν ἐγνώσθη ὅτι ὁ πρόεδρος Ντὲ Γκὼλ ὑφίσταται ἰσχυρὰς πιέσεις ἐκ μέρους ἀνωτάτων συνεργατῶν του ὅπως ἀποδεχθῇ τὴν δημιουργίαν πολυεθνοῦς πυρηνικῆς δυνάμεως τοῦ ΝΑΤΟ. [597,641,871,685]
article-text: ΑΘΗΝΑΙ, 9. — Ὁ ὑπουργὸς τῶν Ἐσωτερικῶν κ. Δαδάκης προέβη εἰς τὴν ἀκόλουθον κατηγορηματικὴν δήλωσιν: Ἡ κυβέρνησις θὰ ἐπιτρέψῃ μόνον συγκεντρώσεις εἰς κλειστὸν χῶρον καὶ οὐχὶ τὴν ὀργάνωσιν πορείας. [1353,690,1528,755]
section-heading: Ο ΛΕΜΝΙΤΣΕΡ ΕΙΣ ΛΟΝΔΙΝΟΝ [938,548,1096,561]
headline: ΟΙ ΡΩΣΣΟΙ ΕΠΙΣΤΗΜΟΝΕΣ ΕΠΕΤΥΧΟΝ ΘΕΡΑΠΕΙΑΝ ΤΗΣ ΤΡΟΜΑΚΟΥΣ ΠΑΡΑΛΥΣΕΩΣ [400,342,575,383]
headline: ΟΙ ΑΜΕΡΙΚΑΝΟΙ ΕΠΑΝΑΛΑΜΒΑΝΟΥΝ ΟΤΙ Η ΕΛΛΑΣ ΕΠΑΥΣΕ ΝΑ ΕΧΗ ΑΝΑΓΚΗΝ ΒΟΗΘΕΙΑΣ [58,603,333,694]
article-text: ΟΥΑΣΙΓΚΤΩΝ, 9. (Ρώυτερ). — Ἡ ἀμερικανικὴ κυβέρνησις ἐπιβεβαιοῖ ὅτι ἡ Ἑλλὰς δὲν ἔχει πλέον ἀνάγκην οἰκονομικῆς βοηθείας, ἐν τούτοις ἡ στρατιωτικὴ ἐπικουρία θὰ συνεχισθῇ κατὰ τὸ τρέχον ἔτος. [13,1564,191,1630]
article-text: ΠΑΡΙΣΙΟΙ, 9. (Ἀσ. Πρές). — Ἐξ ἐγκύρων πηγῶν ἐγνώσθη ὅτι ὁ πρόεδρος Ντὲ Γκὼλ ὑφίσταται ἰσχυρὰς πιέσεις ἐκ μέρους ἀνωτάτων συνεργατῶν του ὅπως ἀποδεχθῇ τὴν δημιουργίαν πολυεθνοῦς πυρηνικῆς δυνάμεως τοῦ ΝΑΤΟ. [597,990,871,1033]
headline: 41.000.000 ΜΕΛΗ ΕΧΟΥΝ ΤΑ Κ.Κ. ΟΛΟΥ ΤΟΥ ΚΟΣΜΟΥ [403,1097,572,1125]
section-heading: ΟΙ ΕΚΛΕΓΕΝΤΕΣ [1212,1125,1301,1138]
subheadline: Ἄφιξη ἐξαμελῆς ἀγγλικὴ ἀντιπροσωπεία ἀποτελουμένη ἐκ καθηγητῶν καὶ συγγραφέων [1189,118,1507,150]
article-text: ΠΑΡΙΣΙΟΙ, 9. (Ἀσ. Πρές). — Ἐξ ἐγκύρων πηγῶν ἐγνώσθη ὅτι ὁ πρόεδρος Ντὲ Γκὼλ ὑφίσταται ἰσχυρὰς πιέσεις ἐκ μέρους ἀνωτάτων συνεργατῶν του ὅπως ἀποδεχθῇ τὴν δημιουργίαν πολυεθνοῦς πυρηνικῆς δυνάμεως τοῦ ΝΑΤΟ. [880,708,1154,751]
article-text: ΠΑΡΙΣΙΟΙ, 9. (Ἀσ. Πρές). — Ἐξ ἐγκύρων πηγῶν ἐγνώσθη ὅτι ὁ πρόεδρος Ντὲ Γκὼλ ὑφίσταται ἰσχυρὰς πιέσεις ἐκ μέρους ἀνωτάτων συνεργατῶν του ὅπως ἀποδεχθῇ τὴν δημιουργίαν πολυεθνοῦς πυρηνικῆς δυνάμεως τοῦ ΝΑΤΟ. [597,895,871,938]
section-heading: ΑΝΕΥΡΕΘΗΣΑΝ ΝΕΚΡΟΙ [1375,589,1505,602]
article-text: ΑΘΗΝΑΙ, 9. — Ὁ ὑπουργὸς τῶν Ἐσωτερικῶν κ. Δαδάκης προέβη εἰς τὴν ἀκόλουθον κατηγορηματικὴν δήλωσιν: Ἡ κυβέρνησις θὰ ἐπιτρέψῃ μόνον συγκεντρώσεις εἰς κλειστὸν χῶρον καὶ οὐχὶ τὴν ὀργάνωσιν πορείας. [1169,380,1344,445]
article-text: ΠΑΡΙΣΙΟΙ, 9. (Ἀσ. Πρές). — Ἐξ ἐγκύρων πηγῶν ἐγνώσθη ὅτι ὁ πρόεδρος Ντὲ Γκὼλ ὑφίσταται ἰσχυρὰς πιέσεις ἐκ μέρους ἀνωτάτων συνεργατῶν του ὅπως ἀποδεχθῇ τὴν δημιουργίαν πολυεθνοῦς πυρηνικῆς δυνάμεως τοῦ ΝΑΤΟ. [597,593,871,637]
article-text: ΤΕΛ ΑΒΙΒ, 9. (Ρώυτερ). — Αἱ καταρρακτώδεις βροχαὶ αἱ ὁποῖαι ἔπεσαν κατὰ τὸ τελευταῖον εἰκοσιτετράωρον προεκάλεσαν σοβαρὰς ζημίας εἰς τὰς καλλιεργείας καὶ τὰς οἰκίας τῆς περιοχῆς. [393,1629,582,1684]
article-text: ΓΕΝΕΥΗ, 9. (Ρώυτερ). — Οἱ Ρῶσσοι καὶ ὁ Ἀμερικανὸς συμπρόεδρος τῆς διασκέψεως τῶν Δεκαοκτὼ ἐξετάζουν τὸ ζήτημα τῆς ἀπ' εὐθείας τηλεφωνικῆς συνδέσεως μεταξὺ τοῦ Λευκοῦ Οἴκου καὶ τοῦ Κρεμλίνου, τὸ ὁποῖον ἀνεφέρθησαν οἱ Ρῶσσοι πρὸ ὀλίγων ἡμερῶν. [200,2158,378,2236]
article-text: ΟΥΑΣΙΓΚΤΩΝ, 9. (Ρώυτερ). — Ἡ ἀμερικανικὴ κυβέρνησις ἐπιβεβαιοῖ ὅτι ἡ Ἑλλὰς δὲν ἔχει πλέον ἀνάγκην οἰκονομικῆς βοηθείας, ἐν τούτοις ἡ στρατιωτικὴ ἐπικουρία θὰ συνεχισθῇ κατὰ τὸ τρέχον ἔτος. [200,794,378,859]
section-heading: ΑΜΕΡΙΚΑΝΙΚΗ ΑΝΑΚΟΙΝΩΣΙΣ [1177,814,1336,826]
headline: ΕΛΕΥΘΕΡΑ Η ΚΙΝΗΣΙΣ ΤΩΝ ΠΕΡΙΗΓΗΤΩΝ ΕΙΣ ΤΗΝ Α. ΘΡΑΚΗΝ [30,2192,174,2228]
article-text: ΑΘΗΝΑΙ, 9. — Ὁ ὑπουργὸς τῶν Ἐσωτερικῶν κ. Δαδάκης προέβη εἰς τὴν ἀκόλουθον κατηγορηματικὴν δήλωσιν: Ἡ κυβέρνησις θὰ ἐπιτρέψῃ μόνον συγκεντρώσεις εἰς κλειστὸν χῶρον καὶ οὐχὶ τὴν ὀργάνωσιν πορείας. [1353,348,1528,412]
article-text: ΟΥΑΣΙΓΚΤΩΝ, 9. (Ρώυτερ). — Ἡ ἀμερικανικὴ κυβέρνησις ἐπιβεβαιοῖ ὅτι ἡ Ἑλλὰς δὲν ἔχει πλέον ἀνάγκην οἰκονομικῆς βοηθείας, ἐν τούτοις ἡ στρατιωτικὴ ἐπικουρία θὰ συνεχισθῇ κατὰ τὸ τρέχον ἔτος. [13,863,191,928]
headline: ΠΑΡΑΠΕΜΠΟΝΤΑΙ ΕΙΣ ΠΕΙΘΑΡΧΙΚΟΝ ΣΥΜΒΟΥΛΙΟΝ Ο ΓΕΝ. ΔΙΕΥΘΥΝΤΗΣ ΤΟΥ ΥΠΟΥΡΓΕΙΟΥ ΥΓΙΕΙΝΗΣ ΚΑΙ 13 ΑΚΟΜΗ ΥΠΑΛΛΗΛΟΙ ΤΟΥ ΥΠΟΥΡΓΕΙΟΥ ΔΙΑ ΤΗΝ ΚΑΚΗΝ ΚΟΣΤΟΛΟΓΗΣΙΝ ΤΩΝ ΦΑΡΜΑΚΩΝ [60,1807,331,1966]
headline: ΤΟ ΥΠΟΥΡΓΕΙΟΝ ΕΜΠΟΡΙΟΥ ΕΠΕΛΗΦΘΗ ΤΟΥ ΘΕΜΑΤΟΣ ΤΗΣ ΕΞΑΓΩΓΗΣ ΤΩΝ ΚΑΠΝΩΝ ΕΙΣ ΤΑΣ ΧΩΡΑΣ ΤΑΣ ΣΥΝΔΕΟΜΕΝΑΣ ΜΕ ΤΗΝ ΕΛΛΑΔΑ ΔΙΑ ΚΛΗΡΙΓΚ [54,955,337,1027]
article-text: ΑΘΗΝΑΙ, 9. — Ὁ ὑπουργὸς τῶν Ἐσωτερικῶν κ. Δαδάκης προέβη εἰς τὴν ἀκόλουθον κατηγορηματικὴν δήλωσιν: Ἡ κυβέρνησις θὰ ἐπιτρέψῃ μόνον συγκεντρώσεις εἰς κλειστὸν χῶρον καὶ οὐχὶ τὴν ὀργάνωσιν πορείας. [1353,1005,1528,1070]
article-text: ΑΘΗΝΑΙ, 9. — Ὁ ὑπουργὸς τῶν Ἐσωτερικῶν κ. Δαδάκης προέβη εἰς τὴν ἀκόλουθον κατηγορηματικὴν δήλωσιν: Ἡ κυβέρνησις θὰ ἐπιτρέψῃ μόνον συγκεντρώσεις εἰς κλειστὸν χῶρον καὶ οὐχὶ τὴν ὀργάνωσιν πορείας. [1353,518,1528,584]
subheadline: Ἀπεδοκιμάσθη τὸ κοινοβούλιον [1224,1583,1473,1603]
article-text: ΟΥΑΣΙΓΚΤΩΝ, 9. (Ρώυτερ). — Ἡ ἀμερικανικὴ κυβέρνησις ἐπιβεβαιοῖ ὅτι ἡ Ἑλλὰς δὲν ἔχει πλέον ἀνάγκην οἰκονομικῆς βοηθείας, ἐν τούτοις ἡ στρατιωτικὴ ἐπικουρία θὰ συνεχισθῇ κατὰ τὸ τρέχον ἔτος. [13,1030,191,1094]
headline: ΤΡΕΙΣ ΑΝΑΤΟΛΙΚΟΙ ΚΑΤΕΦΥΓΟΝ ΕΙΣ ΔΥΤΙΚΟΝ ΒΕΡΟΛΙΝΟΝ [407,822,567,863]
article-text: ΠΑΡΙΣΙΟΙ, 9. (Ἀσ. Πρές). — Ἐξ ἐγκύρων πηγῶν ἐγνώσθη ὅτι ὁ πρόεδρος Ντὲ Γκὼλ ὑφίσταται ἰσχυρὰς πιέσεις ἐκ μέρους ἀνωτάτων συνεργατῶν του ὅπως ἀποδεχθῇ τὴν δημιουργίαν πολυεθνοῦς πυρηνικῆς δυνάμεως τοῦ ΝΑΤΟ. [597,848,871,891]
article-text: ΟΥΑΣΙΓΚΤΩΝ, 9. (Ρώυτερ). — Ἡ ἀμερικανικὴ κυβέρνησις ἐπιβεβαιοῖ ὅτι ἡ Ἑλλὰς δὲν ἔχει πλέον ἀνάγκην οἰκονομικῆς βοηθείας, ἐν τούτοις ἡ στρατιωτικὴ ἐπικουρία θὰ συνεχισθῇ κατὰ τὸ τρέχον ἔτος. [13,1714,191,1780]
section-heading: ΤΙ ΠΡΟΒΛΕΠΕΙ ΤΟ ΣΧΕΔΙΟΝ [659,532,809,544]
section-heading: ΖΗΤΕΙ ΝΕΑΣ ΕΝΙΣΧΥΣΕΙΣ [1189,728,1323,741]
article-text: ΠΑΡΙΣΙΟΙ, 9. (Ἀσ. Πρές). — Ἐξ ἐγκύρων πηγῶν ἐγνώσθη ὅτι ὁ πρόεδρος Ντὲ Γκὼλ ὑφίσταται ἰσχυρὰς πιέσεις ἐκ μέρους ἀνωτάτων συνεργατῶν του ὅπως ἀποδεχθῇ τὴν δημιουργίαν πολυεθνοῦς πυρηνικῆς δυνάμεως τοῦ ΝΑΤΟ. [975,1341,1154,1405]
article-text: ΠΑΡΙΣΙΟΙ, 9. (Ἀσ. Πρές). — Ἐξ ἐγκύρων πηγῶν ἐγνώσθη ὅτι ὁ πρόεδρος Ντὲ Γκὼλ ὑφίσταται ἰσχυρὰς πιέσεις ἐκ μέρους ἀνωτάτων συνεργατῶν του ὅπως ἀποδεχθῇ τὴν δημιουργίαν πολυεθνοῦς πυρηνικῆς δυνάμεως τοῦ ΝΑΤΟ. [597,434,871,478]
main-headline: Ἀναζητεῖται τρόπος ἐπιτεύξεως τῆς ἀπ' εὐθείας συνδέσεως τῶν Κρούστσεφ καὶ Κέννεντυ [76,24,315,198]
article-text: ΟΥΑΣΙΓΚΤΩΝ, 9. (Ρώυτερ). — Ἡ ἀμερικανικὴ κυβέρνησις ἐπιβεβαιοῖ ὅτι ἡ Ἑλλὰς δὲν ἔχει πλέον ἀνάγκην οἰκονομικῆς βοηθείας, ἐν τούτοις ἡ στρατιωτικὴ ἐπικουρία θὰ συνεχισθῇ κατὰ τὸ τρέχον ἔτος. [200,1645,378,1711]
article-text: ΓΕΝΕΥΗ, 9. (Ρώυτερ). — Οἱ Ρῶσσοι καὶ ὁ Ἀμερικανὸς συμπρόεδρος τῆς διασκέψεως τῶν Δεκαοκτὼ ἐξετάζουν τὸ ζήτημα τῆς ἀπ' εὐθείας τηλεφωνικῆς συνδέσεως μεταξὺ τοῦ Λευκοῦ Οἴκου καὶ τοῦ Κρεμλίνου, τὸ ὁποῖον ἀνεφέρθησαν οἱ Ρῶσσοι πρὸ ὀλίγων ἡμερῶν. [200,360,378,436]
article-text: ΟΥΑΣΙΓΚΤΩΝ, 9. (Ρώυτερ). — Ἡ ἀμερικανικὴ κυβέρνησις ἐπιβεβαιοῖ ὅτι ἡ Ἑλλὰς δὲν ἔχει πλέον ἀνάγκην οἰκονομικῆς βοηθείας, ἐν τούτοις ἡ στρατιωτικὴ ἐπικουρία θὰ συνεχισθῇ κατὰ τὸ τρέχον ἔτος. [13,1415,191,1480]
article-text: ΠΑΡΙΣΙΟΙ, 9. (Ἀσ. Πρές). — Ἐξ ἐγκύρων πηγῶν ἐγνώσθη ὅτι ὁ πρόεδρος Ντὲ Γκὼλ ὑφίσταται ἰσχυρὰς πιέσεις ἐκ μέρους ἀνωτάτων συνεργατῶν του ὅπως ἀποδεχθῇ τὴν δημιουργίαν πολυεθνοῦς πυρηνικῆς δυνάμεως τοῦ ΝΑΤΟ. [597,482,871,525]
headline: ΚΑΤΑΡΡΑΚΤΩΔΕΙΣ ΚΑΤΑΣΤΡΕΠΤΙΚΑΙ ΒΡΟΧΑΙ ΕΠΕΣΑΝ ΕΙΣ ΠΑΛΑΙΣΤΙΝΗΝ [405,9,569,50]
article-text: ΤΕΛ ΑΒΙΒ, 9. (Ρώυτερ). — Αἱ καταρρακτώδεις βροχαὶ αἱ ὁποῖαι ἔπεσαν κατὰ τὸ τελευταῖον εἰκοσιτετράωρον προεκάλεσαν σοβαρὰς ζημίας εἰς τὰς καλλιεργείας καὶ τὰς οἰκίας τῆς περιοχῆς. [393,1353,582,1408]
article-text: ΓΕΝΕΥΗ, 9. (Ρώυτερ). — Οἱ Ρῶσσοι καὶ ὁ Ἀμερικανὸς συμπρόεδρος τῆς διασκέψεως τῶν Δεκαοκτὼ ἐξετάζουν τὸ ζήτημα τῆς ἀπ' εὐθείας τηλεφωνικῆς συνδέσεως μεταξὺ τοῦ Λευκοῦ Οἴκου καὶ τοῦ Κρεμλίνου, τὸ ὁποῖον ἀνεφέρθησαν οἱ Ρῶσσοι πρὸ ὀλίγων ἡμερῶν. [13,2110,191,2186]
column-3 [597,6,1154,2260]
article-text: ΠΑΡΙΣΙΟΙ, 9. (Ἀσ. Πρές). — Ἐξ ἐγκύρων πηγῶν ἐγνώσθη ὅτι ὁ πρόεδρος Ντὲ Γκὼλ ὑφίσταται ἰσχυρὰς πιέσεις ἐκ μέρους ἀνωτάτων συνεργατῶν του ὅπως ἀποδεχθῇ τὴν δημιουργίαν πολυεθνοῦς πυρηνικῆς δυνάμεως τοῦ ΝΑΤΟ. [880,772,1154,815]
article-text: ΓΕΝΕΥΗ, 9. (Ρώυτερ). — Οἱ Ρῶσσοι καὶ ὁ Ἀμερικανὸς συμπρόεδρος τῆς διασκέψεως τῶν Δεκαοκτὼ ἐξετάζουν τὸ ζήτημα τῆς ἀπ' εὐθείας τηλεφωνικῆς συνδέσεως μεταξὺ τοῦ Λευκοῦ Οἴκου καὶ τοῦ Κρεμλίνου, τὸ ὁποῖον ἀνεφέρθησαν οἱ Ρῶσσοι πρὸ ὀλίγων ἡμερῶν. [200,1415,378,1491]
article-text: ΓΕΝΕΥΗ, 9. (Ρώυτερ). — Οἱ Ρῶσσοι καὶ ὁ Ἀμερικανὸς συμπρόεδρος τῆς διασκέψεως τῶν Δεκαοκτὼ ἐξετάζουν τὸ ζήτημα τῆς ἀπ' εὐθείας τηλεφωνικῆς συνδέσεως μεταξὺ τοῦ Λευκοῦ Οἴκου καὶ τοῦ Κρεμλίνου, τὸ ὁποῖον ἀνεφέρθησαν οἱ Ρῶσσοι πρὸ ὀλίγων ἡμερῶν. [13,1635,191,1711]
kicker: Εἰς τὴν διάσκεψιν τῆς Γενεύης [95,8,296,22]
main-title: Ὁ Ντὲ Γκὼλ θὰ ἀποδεχθῇ [682,27,1069,129]
article-text: ΓΕΝΕΥΗ, 9. (Ρώυτερ). — Οἱ Ρῶσσοι καὶ ὁ Ἀμερικανὸς συμπρόεδρος τῆς διασκέψεως τῶν Δεκαοκτὼ ἐξετάζουν τὸ ζήτημα τῆς ἀπ' εὐθείας τηλεφωνικῆς συνδέσεως μεταξὺ τοῦ Λευκοῦ Οἴκου καὶ τοῦ Κρεμλίνου, τὸ ὁποῖον ἀνεφέρθησαν οἱ Ρῶσσοι πρὸ ὀλίγων ἡμερῶν. [200,2009,378,2085]
section-heading: ΝΕΑ ΓΑΛΛΙΚΑ ΟΠΛΑ [962,1077,1072,1089]
section-heading: Η ΒΟΝΝΗ ΑΠΟΡΡΙΠΤΕΙ [955,1012,1079,1025]
column-4 [1169,6,1528,2260]
headline-italic: εἰς τὴν χώραν των [1266,1495,1431,1516]
section-heading: ΔΙΑΒΑΣΕΙΣ ΕΙΣ ΛΟΝΔΙΝΟΝ [946,885,1088,898]
article-text: ΓΕΝΕΥΗ, 9. (Ρώυτερ). — Οἱ Ρῶσσοι καὶ ὁ Ἀμερικανὸς συμπρόεδρος τῆς διασκέψεως τῶν Δεκαοκτὼ ἐξετάζουν τὸ ζήτημα τῆς ἀπ' εὐθείας τηλεφωνικῆς συνδέσεως μεταξὺ τοῦ Λευκοῦ Οἴκου καὶ τοῦ Κρεμλίνου, τὸ ὁποῖον ἀνεφέρθησαν οἱ Ρῶσσοι πρὸ ὀλίγων ἡμερῶν. [200,713,378,789]
article-text: ΟΥΑΣΙΓΚΤΩΝ, 9. (Ρώυτερ). — Ἡ ἀμερικανικὴ κυβέρνησις ἐπιβεβαιοῖ ὅτι ἡ Ἑλλὰς δὲν ἔχει πλέον ἀνάγκην οἰκονομικῆς βοηθείας, ἐν τούτοις ἡ στρατιωτικὴ ἐπικουρία θὰ συνεχισθῇ κατὰ τὸ τρέχον ἔτος. [13,713,191,778]
article-text: ΠΑΡΙΣΙΟΙ, 9. (Ἀσ. Πρές). — Ἐξ ἐγκύρων πηγῶν ἐγνώσθη ὅτι ὁ πρόεδρος Ντὲ Γκὼλ ὑφίσταται ἰσχυρὰς πιέσεις ἐκ μέρους ἀνωτάτων συνεργατῶν του ὅπως ἀποδεχθῇ τὴν δημιουργίαν πολυεθνοῦς πυρηνικῆς δυνάμεως τοῦ ΝΑΤΟ. [880,434,1154,478]
headline: ΣΤΡΑΤΙΩΤΑΣ ΤΗΣ ΒΟΝΝΗΣ [1256,1518,1441,1581]
headline: Η ΛΑΙΛΑΨ ΚΙΝΔΥΝΕΥΕΙ ΝΑ ΜΕΙΝΗ ΧΩΡΙΣ ΠΕΛΑΡΓΟΥΣ [406,510,568,537]
article-text: ΠΑΡΙΣΙΟΙ, 9. (Ἀσ. Πρές). — Ἐξ ἐγκύρων πηγῶν ἐγνώσθη ὅτι ὁ πρόεδρος Ντὲ Γκὼλ ὑφίσταται ἰσχυρὰς πιέσεις ἐκ μέρους ἀνωτάτων συνεργατῶν του ὅπως ἀποδεχθῇ τὴν δημιουργίαν πολυεθνοῦς πυρηνικῆς δυνάμεως τοῦ ΝΑΤΟ. [597,1341,776,1405]
subheadline: Ἡ ἐπελθοῦσα συμφωνία δημιουργεῖ ἐλπίδας πρὸς ἄρσιν τῶν διαφορῶν ἐπὶ τοῦ ἀφοπλισμοῦ [25,208,366,240]
article-text: ΑΘΗΝΑΙ, 9. — Ὁ ὑπουργὸς τῶν Ἐσωτερικῶν κ. Δαδάκης προέβη εἰς τὴν ἀκόλουθον κατηγορηματικὴν δήλωσιν: Ἡ κυβέρνησις θὰ ἐπιτρέψῃ μόνον συγκεντρώσεις εἰς κλειστὸν χῶρον καὶ οὐχὶ τὴν ὀργάνωσιν πορείας. [1169,984,1344,1050]
section-heading: ΜΠΡΑΪΑΝ ΟΡΤΟΝ [970,484,1064,496]
article-text: ΑΘΗΝΑΙ, 9. — Ὁ ὑπουργὸς τῶν Ἐσωτερικῶν κ. Δαδάκης προέβη εἰς τὴν ἀκόλουθον κατηγορηματικὴν δήλωσιν: Ἡ κυβέρνησις θὰ ἐπιτρέψῃ μόνον συγκεντρώσεις εἰς κλειστὸν χῶρον καὶ οὐχὶ τὴν ὀργάνωσιν πορείας. [1353,604,1528,669]
article-text: ΓΕΝΕΥΗ, 9. (Ρώυτερ). — Οἱ Ρῶσσοι καὶ ὁ Ἀμερικανὸς συμπρόεδρος τῆς διασκέψεως τῶν Δεκαοκτὼ ἐξετάζουν τὸ ζήτημα τῆς ἀπ' εὐθείας τηλεφωνικῆς συνδέσεως μεταξὺ τοῦ Λευκοῦ Οἴκου καὶ τοῦ Κρεμλίνου, τὸ ὁποῖον ἀνεφέρθησαν οἱ Ρῶσσοι πρὸ ὀλίγων ἡμερῶν. [200,1714,378,1791]
headline: ΣΥΓΚΕΝΤΡΩΣΕΙΣ ΕΙΣ ΚΛΕΙΣΤΟΝ ΧΩΡΟΝ ΘΑ ΕΠΙΤΡΕΨΗ ΜΟΝΟΝ Η ΚΥΒΕΡΝΗΣΙΣ ΚΑΙ ΟΧΙ ΤΗΝ ΟΡΓΑΝΩΣΙΝ ΠΟΡΕΙΑΣ [1216,25,1480,117]
section-heading: ΤΑ ΜΕΛΛΟΝΤΙΚΑ ΣΚΑΦΗ [951,757,1084,770]
headline-italic: Μεγάλας δυσχερείας συνάντησεν ἡ Γαλλία εἰς τὴν συγκρότησιν ἰδίου ὁπλοστασίου [614,320,1136,364]
article-text: ΤΕΛ ΑΒΙΒ, 9. (Ρώυτερ). — Αἱ καταρρακτώδεις βροχαὶ αἱ ὁποῖαι ἔπεσαν κατὰ τὸ τελευταῖον εἰκοσιτετράωρον προεκάλεσαν σοβαρὰς ζημίας εἰς τὰς καλλιεργείας καὶ τὰς οἰκίας τῆς περιοχῆς. [393,220,582,274]
section-heading: Η ΕΠΙΤΡΟΠΗ ΕΛΕΓΧΟΥ [1378,675,1502,688]
article-text: ΠΑΡΙΣΙΟΙ, 9. (Ἀσ. Πρές). — Ἐξ ἐγκύρων πηγῶν ἐγνώσθη ὅτι ὁ πρόεδρος Ντὲ Γκὼλ ὑφίσταται ἰσχυρὰς πιέσεις ἐκ μέρους ἀνωτάτων συνεργατῶν του ὅπως ἀποδεχθῇ τὴν δημιουργίαν πολυεθνοῦς πυρηνικῆς δυνάμεως τοῦ ΝΑΤΟ. [597,736,871,779]
article-text: ΤΕΛ ΑΒΙΒ, 9. (Ρώυτερ). — Αἱ καταρρακτώδεις βροχαὶ αἱ ὁποῖαι ἔπεσαν κατὰ τὸ τελευταῖον εἰκοσιτετράωρον προεκάλεσαν σοβαρὰς ζημίας εἰς τὰς καλλιεργείας καὶ τὰς οἰκίας τῆς περιοχῆς. [393,866,582,920]
article-text: ΤΕΛ ΑΒΙΒ, 9. (Ρώυτερ). — Αἱ καταρρακτώδεις βροχαὶ αἱ ὁποῖαι ἔπεσαν κατὰ τὸ τελευταῖον εἰκοσιτετράωρον προεκάλεσαν σοβαρὰς ζημίας εἰς τὰς καλλιεργείας καὶ τὰς οἰκίας τῆς περιοχῆς. [393,111,582,166]
kicker: ΕΠΑΝΕΡΧΕΤΑΙ Η ΟΜΑΛΟΤΗΣ ΕΙΣ ΤΟ ΝΑΤΟ [708,9,1043,24]
article-text: ΠΑΡΙΣΙΟΙ, 9. (Ἀσ. Πρές). — Ἐξ ἐγκύρων πηγῶν ἐγνώσθη ὅτι ὁ πρόεδρος Ντὲ Γκὼλ ὑφίσταται ἰσχυρὰς πιέσεις ἐκ μέρους ἀνωτάτων συνεργατῶν του ὅπως ἀποδεχθῇ τὴν δημιουργίαν πολυεθνοῦς πυρηνικῆς δυνάμεως τοῦ ΝΑΤΟ. [880,498,1154,541]
article-text: ΠΑΡΙΣΙΟΙ, 9. (Ἀσ. Πρές). — Ἐξ ἐγκύρων πηγῶν ἐγνώσθη ὅτι ὁ πρόεδρος Ντὲ Γκὼλ ὑφίσταται ἰσχυρὰς πιέσεις ἐκ μέρους ἀνωτάτων συνεργατῶν του ὅπως ἀποδεχθῇ τὴν δημιουργίαν πολυεθνοῦς πυρηνικῆς δυνάμεως τοῦ ΝΑΤΟ. [786,1341,965,1405]
section-heading: ΥΠΑΡΧΟΥΝ ΔΥΣΧΕΡΕΙΑΙ [668,786,799,798]
article-text: ΓΕΝΕΥΗ, 9. (Ρώυτερ). — Οἱ Ρῶσσοι καὶ ὁ Ἀμερικανὸς συμπρόεδρος τῆς διασκέψεως τῶν Δεκαοκτὼ ἐξετάζουν τὸ ζήτημα τῆς ἀπ' εὐθείας τηλεφωνικῆς συνδέσεως μεταξὺ τοῦ Λευκοῦ Οἴκου καὶ τοῦ Κρεμλίνου, τὸ ὁποῖον ἀνεφέρθησαν οἱ Ρῶσσοι πρὸ ὀλίγων ἡμερῶν. [13,1248,191,1324]
article-text: ΓΕΝΕΥΗ, 9. (Ρώυτερ). — Οἱ Ρῶσσοι καὶ ὁ Ἀμερικανὸς συμπρόεδρος τῆς διασκέψεως τῶν Δεκαοκτὼ ἐξετάζουν τὸ ζήτημα τῆς ἀπ' εὐθείας τηλεφωνικῆς συνδέσεως μεταξὺ τοῦ Λευκοῦ Οἴκου καὶ τοῦ Κρεμλίνου, τὸ ὁποῖον ἀνεφέρθησαν οἱ Ρῶσσοι πρὸ ὀλίγων ἡμερῶν. [200,1030,378,1106]
article-text: ΤΕΛ ΑΒΙΒ, 9. (Ρώυτερ). — Αἱ καταρρακτώδεις βροχαὶ αἱ ὁποῖαι ἔπεσαν κατὰ τὸ τελευταῖον εἰκοσιτετράωρον προεκάλεσαν σοβαρὰς ζημίας εἰς τὰς καλλιεργείας καὶ τὰς οἰκίας τῆς περιοχῆς. [393,974,582,1029]
article-text: ΠΑΡΙΣΙΟΙ, 9. (Ἀσ. Πρές). — Ἐξ ἐγκύρων πηγῶν ἐγνώσθη ὅτι ὁ πρόεδρος Ντὲ Γκὼλ ὑφίσταται ἰσχυρὰς πιέσεις ἐκ μέρους ἀνωτάτων συνεργατῶν του ὅπως ἀποδεχθῇ τὴν δημιουργίαν πολυεθνοῦς πυρηνικῆς δυνάμεως τοῦ ΝΑΤΟ. [597,546,871,589]
headline: ΑΠΕΦΥΛΑΚΙΣΘΗΣΑΝ ΕΙΣ ΤΗΝ ΕΡΥΘΡΑΝ ΚΙΝΑΝ ΟΠΑΔΟΙ ΤΟΥ ΠΑΛΑΙΟΥ ΚΑΘΕΣΤΩΤΟΣ [395,175,580,217]
section-heading: ΑΓΓΛΙΚΗ ΑΝΤΙΠΡΟΣΩΠΕΙΑ [1186,279,1327,292]
article-text: ΠΑΡΙΣΙΟΙ, 9. (Ἀσ. Πρές). — Ἐξ ἐγκύρων πηγῶν ἐγνώσθη ὅτι ὁ πρόεδρος Ντὲ Γκὼλ ὑφίσταται ἰσχυρὰς πιέσεις ἐκ μέρους ἀνωτάτων συνεργατῶν του ὅπως ἀποδεχθῇ τὴν δημιουργίαν πολυεθνοῦς πυρηνικῆς δυνάμεως τοῦ ΝΑΤΟ. [880,963,1154,1007]
article-text: ΤΕΛ ΑΒΙΒ, 9. (Ρώυτερ). — Αἱ καταρρακτώδεις βροχαὶ αἱ ὁποῖαι ἔπεσαν κατὰ τὸ τελευταῖον εἰκοσιτετράωρον προεκάλεσαν σοβαρὰς ζημίας εἰς τὰς καλλιεργείας καὶ τὰς οἰκίας τῆς περιοχῆς. [393,52,582,107]
subheadline: Ὁ ἀντεισαγγελεὺς τοῦ Ἀρείου Πάγου τοὺς καταλογίζει ἀμέλειαν ἄνευ δόλου [50,1968,341,2000]
article-text: ΠΑΡΙΣΙΟΙ, 9. (Ἀσ. Πρές). — Ἐξ ἐγκύρων πηγῶν ἐγνώσθη ὅτι ὁ πρόεδρος Ντὲ Γκὼλ ὑφίσταται ἰσχυρὰς πιέσεις ἐκ μέρους ἀνωτάτων συνεργατῶν του ὅπως ἀποδεχθῇ τὴν δημιουργίαν πολυεθνοῦς πυρηνικῆς δυνάμεως τοῦ ΝΑΤΟ. [597,1102,871,1145]
article-text: ΑΘΗΝΑΙ, 9. — Ὁ ὑπουργὸς τῶν Ἐσωτερικῶν κ. Δαδάκης προέβη εἰς τὴν ἀκόλουθον κατηγορηματικὴν δήλωσιν: Ἡ κυβέρνησις θὰ ἐπιτρέψῃ μόνον συγκεντρώσεις εἰς κλειστὸν χῶρον καὶ οὐχὶ τὴν ὀργάνωσιν πορείας. [1169,743,1344,808]
article-text: ΑΘΗΝΑΙ, 9. — Ὁ ὑπουργὸς τῶν Ἐσωτερικῶν κ. Δαδάκης προέβη εἰς τὴν ἀκόλουθον κατηγορηματικὴν δήλωσιν: Ἡ κυβέρνησις θὰ ἐπιτρέψῃ μόνον συγκεντρώσεις εἰς κλειστὸν χῶρον καὶ οὐχὶ τὴν ὀργάνωσιν πορείας. [1169,1347,1344,1412]
article-text: ΠΑΡΙΣΙΟΙ, 9. (Ἀσ. Πρές). — Ἐξ ἐγκύρων πηγῶν ἐγνώσθη ὅτι ὁ πρόεδρος Ντὲ Γκὼλ ὑφίσταται ἰσχυρὰς πιέσεις ἐκ μέρους ἀνωτάτων συνεργατῶν του ὅπως ἀποδεχθῇ τὴν δημιουργίαν πολυεθνοῦς πυρηνικῆς δυνάμεως τοῦ ΝΑΤΟ. [597,943,871,986]
subheadline-2: Καὶ ἡ Μεγάλη Βρεταννία ζητεῖ νὰ συνδεθῇ [66,242,325,289]
article-text: ΠΑΡΙΣΙΟΙ, 9. (Ἀσ. Πρές). — Ἐξ ἐγκύρων πηγῶν ἐγνώσθη ὅτι ὁ πρόεδρος Ντὲ Γκὼλ ὑφίσταται ἰσχυρὰς πιέσεις ἐκ μέρους ἀνωτάτων συνεργατῶν του ὅπως ἀποδεχθῇ τὴν δημιουργίαν πολυεθνοῦς πυρηνικῆς δυνάμεως τοῦ ΝΑΤΟ. [597,1038,871,1082]
article-text: ΠΑΡΙΣΙΟΙ, 9. (Ἀσ. Πρές). — Ἐξ ἐγκύρων πηγῶν ἐγνώσθη ὅτι ὁ πρόεδρος Ντὲ Γκὼλ ὑφίσταται ἰσχυρὰς πιέσεις ἐκ μέρους ἀνωτάτων συνεργατῶν του ὅπως ἀποδεχθῇ τὴν δημιουργίαν πολυεθνοῦς πυρηνικῆς δυνάμεως τοῦ ΝΑΤΟ. [786,1438,965,1503]
